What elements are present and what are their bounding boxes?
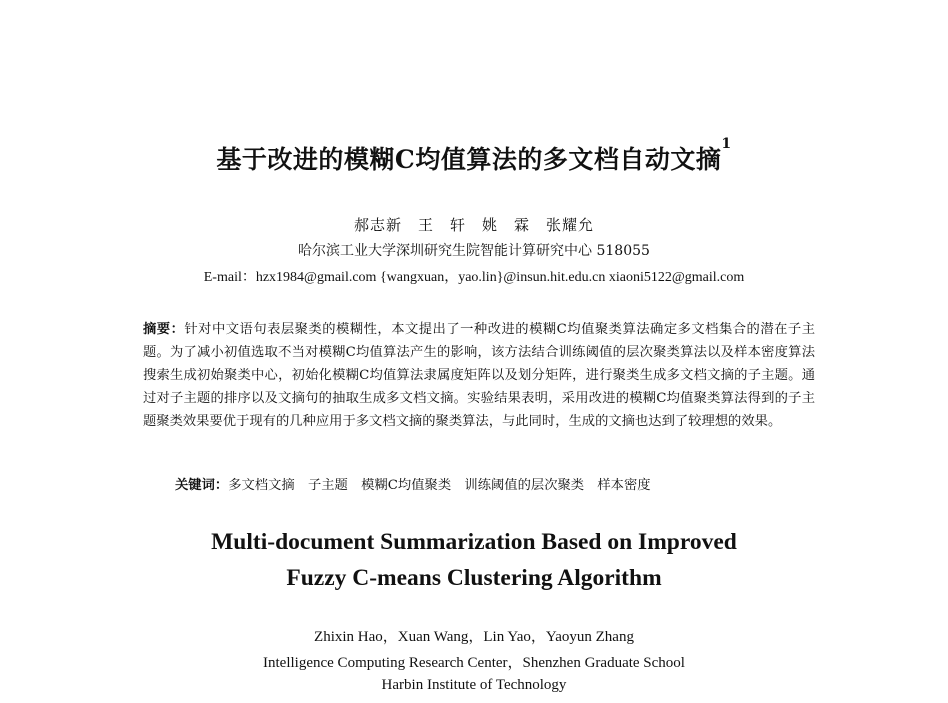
chinese-title — [0, 136, 948, 176]
english-affiliation: Intelligence Computing Research Center，Shenzhen Graduate School — [263, 655, 685, 671]
chinese-title-text: 基于改进的模糊C均值算法的多文档自动文摘 — [216, 145, 722, 174]
chinese-authors: 郝志新 王 轩 姚 霖 张耀允 — [353, 216, 594, 234]
english-title-line-1: Multi-document Summarization Based on Improved — [211, 529, 737, 555]
abstract-label: 摘要： — [143, 322, 185, 337]
abstract-body: 针对中文语句表层聚类的模糊性，本文提出了一种改进的模糊C均值聚类算法确定多文档集合的潜在子主题。为了减小初值选取不当对模糊C均值算法产生的影响，该方法结合训练阈值的层次聚类算法以及样本密度算法搜索生成初始聚类中心，初始化模糊C均值算法隶属度矩阵以及划分矩阵，进行聚类生成多文档文摘的子主题。通过对子主题的排序以及文摘句的抽取生成多文档文摘。实验结果表明，采用改进的模糊C均值聚类算法得到的子主题聚类效果要优于现有的几种应用于多文档文摘的聚类算法，与此同时，生成的文摘也达到了较理想的效果。 — [143, 322, 815, 429]
chinese-keywords — [175, 474, 651, 493]
english-authors: Zhixin Hao，Xuan Wang，Lin Yao，Yaoyun Zhang — [314, 629, 634, 645]
title-footnote-marker: 1 — [721, 136, 732, 152]
english-institution: Harbin Institute of Technology — [381, 677, 567, 693]
author-emails: E-mail：hzx1984@gmail.com {wangxuan，yao.lin}@insun.hit.edu.cn xiaoni5122@gmail.com — [203, 270, 745, 285]
chinese-affiliation: 哈尔滨工业大学深圳研究生院智能计算研究中心 518055 — [298, 243, 650, 259]
english-title-line-2: Fuzzy C-means Clustering Algorithm — [286, 565, 662, 591]
keywords-label: 关键词： — [175, 478, 229, 493]
chinese-abstract — [143, 318, 815, 433]
keywords-body: 多文档文摘 子主题 模糊C均值聚类 训练阈值的层次聚类 样本密度 — [228, 478, 651, 493]
